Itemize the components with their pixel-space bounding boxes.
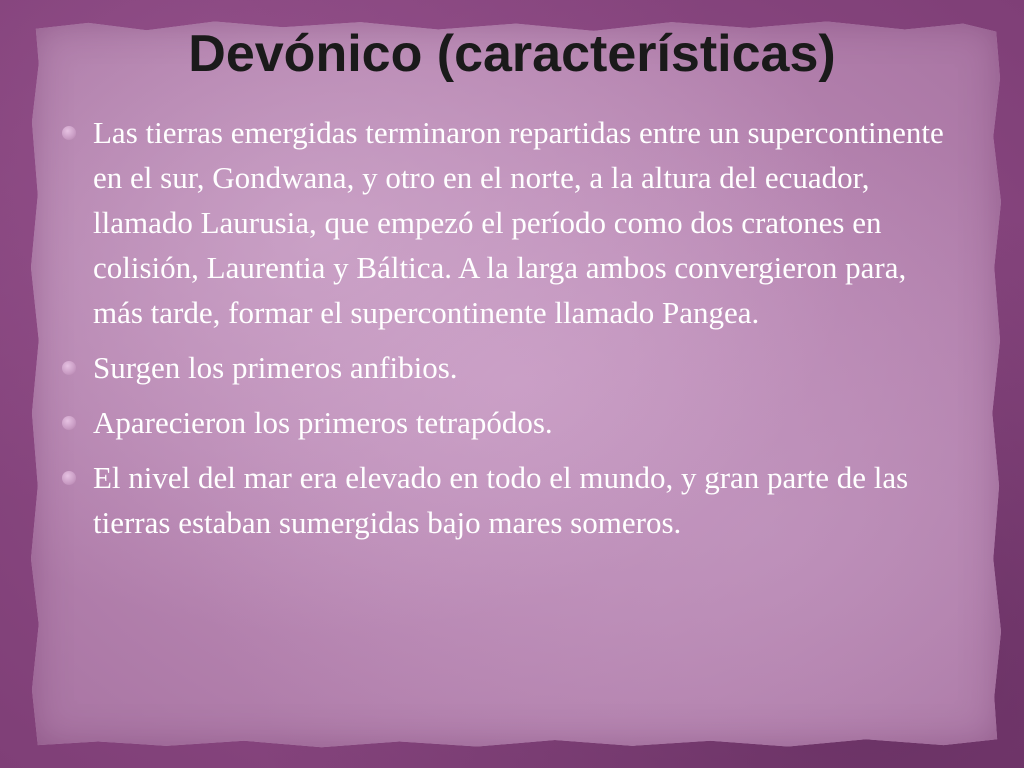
- bullet-text: Las tierras emergidas terminaron repartidas entre un supercontinente en el sur, Gondwana, y otro en el norte, a la altura del ecuador, llamado Laurusia, que empezó el período como dos cratones en colisión, Laurentia y Báltica. A la larga ambos convergieron para, más tarde, formar el supercontinente llamado Pangea.: [93, 115, 944, 330]
- bullet-dot-icon: [62, 416, 76, 430]
- bullet-text: Aparecieron los primeros tetrapódos.: [93, 405, 553, 440]
- bullet-dot-icon: [62, 361, 76, 375]
- bullet-dot-icon: [62, 126, 76, 140]
- bullet-item: [60, 345, 960, 390]
- bullet-item: [60, 110, 960, 335]
- bullet-text: Surgen los primeros anfibios.: [93, 350, 458, 385]
- bullet-item: [60, 455, 960, 545]
- bullet-dot-icon: [62, 471, 76, 485]
- bullet-list: [60, 110, 960, 555]
- slide-title: Devónico (características): [188, 25, 836, 83]
- bullet-text: El nivel del mar era elevado en todo el mundo, y gran parte de las tierras estaban sumergidas bajo mares someros.: [93, 460, 909, 540]
- bullet-item: [60, 400, 960, 445]
